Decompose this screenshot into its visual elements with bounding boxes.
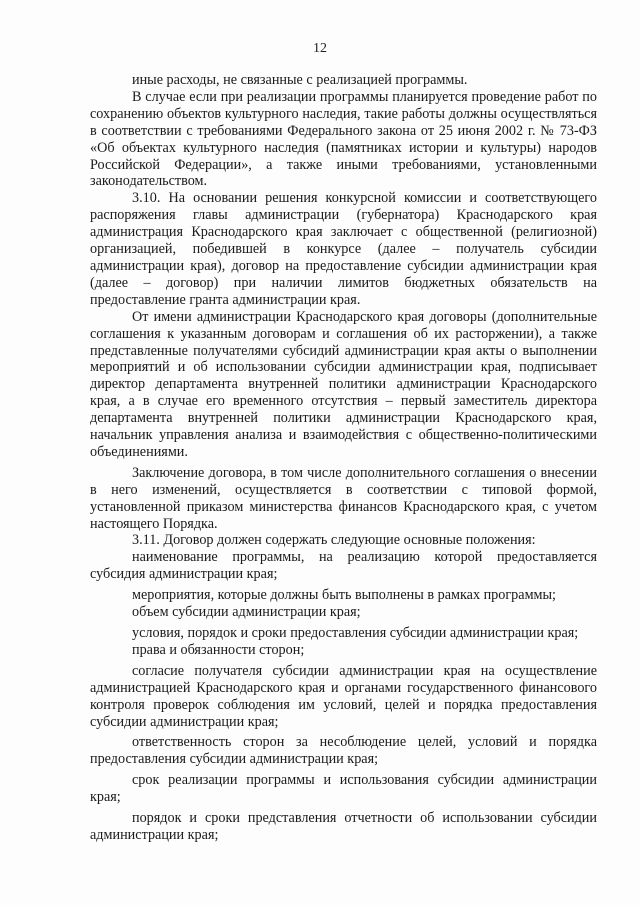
paragraph-3-10: 3.10. На основании решения конкурсной комиссии и соответствующего распоряжения главы администрации (губернатора) Краснодарского края администрация Краснодарского края заключает с общественной (религиозной) организацией, победившей в конкурсе (далее – получатель субсидии администрации края), договор на предоставление субсидии администрации края (далее – договор) при наличии лимитов бюджетных обязательств на предоставление гранта администрации края. — [90, 190, 597, 308]
list-item-program-name: наименование программы, на реализацию которой предоставляется субсидия администрации края; — [90, 549, 597, 583]
list-item-conditions: условия, порядок и сроки предоставления субсидии администрации края; — [132, 625, 579, 641]
paragraph-contract-form: Заключение договора, в том числе дополнительного соглашения о внесении в него изменений, осуществляется в соответствии с типовой формой, установленной приказом министерства финансов Краснодарского края, с учетом настоящего Порядка. — [90, 464, 597, 532]
list-item-consent: согласие получателя субсидии администрации края на осуществление администрацией Краснодарского края и органами государственного финансового контроля проверок соблюдения им условий, целей и порядка предоставления субсидии администрации края; — [90, 662, 597, 730]
list-item-activities: мероприятия, которые должны быть выполнены в рамках программы; — [132, 587, 557, 604]
list-item-responsibility: ответственность сторон за несоблюдение целей, условий и порядка предоставления субсидии администрации края; — [90, 734, 597, 768]
paragraph-cultural-heritage: В случае если при реализации программы планируется проведение работ по сохранению объектов культурного наследия, такие работы должны осуществляться в соответствии с требованиями Федерального закона от 25 июня 2002 г. № 73-ФЗ «Об объектах культурного наследия (памятниках истории и культуры) народов Российской Федерации», а также иными требованиями, установленными законодательством. — [90, 88, 597, 190]
list-item-term: срок реализации программы и использования субсидии администрации края; — [90, 772, 597, 806]
paragraph-other-expenses: иные расходы, не связанные с реализацией программы. — [132, 72, 468, 88]
list-item-reporting: порядок и сроки представления отчетности об использовании субсидии администрации края; — [90, 810, 597, 843]
list-item-subsidy-amount: объем субсидии администрации края; — [132, 604, 361, 621]
paragraph-signatory: От имени администрации Краснодарского края договоры (дополнительные соглашения к указанным договорам и соглашения об их расторжении), а также представленные получателями субсидий администрации края акты о выполнении мероприятий и об использовании субсидии администрации края, подписывает директор департамента внутренней политики администрации Краснодарского края, а в случае его временного отсутствия – первый заместитель директора департамента внутренней политики администрации Краснодарского края, начальник управления анализа и взаимодействия с общественно-политическими объединениями. — [90, 308, 597, 460]
page-number: 12 — [313, 41, 327, 56]
document-body — [90, 72, 597, 844]
paragraph-3-11: 3.11. Договор должен содержать следующие основные положения: — [132, 532, 536, 549]
list-item-rights: права и обязанности сторон; — [132, 641, 305, 658]
